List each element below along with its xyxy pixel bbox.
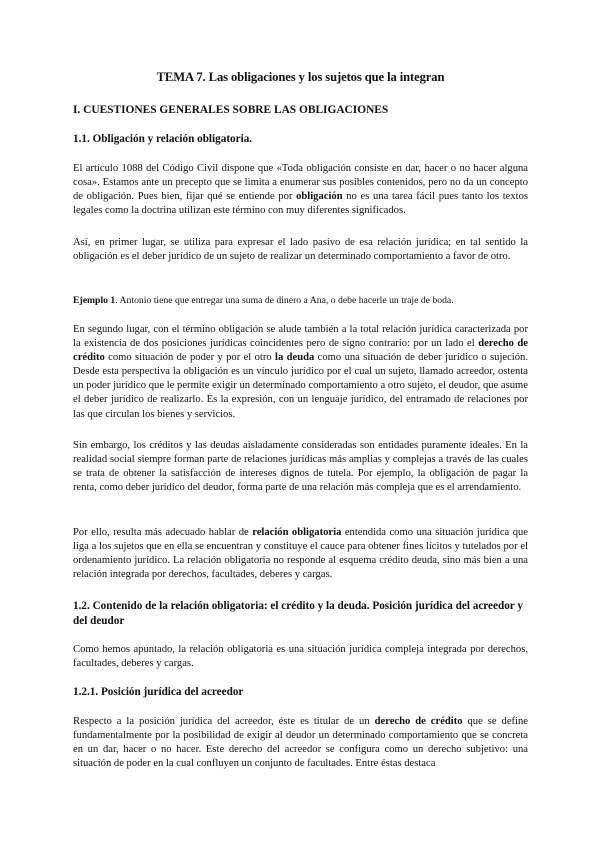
subsection-heading-1-2: 1.2. Contenido de la relación obligatoria: el crédito y la deuda. Posición jurídica del acreedor y del deudor [73,600,523,627]
section-heading-1: I. CUESTIONES GENERALES SOBRE LAS OBLIGACIONES [73,104,389,116]
paragraph-2: Así, en primer lugar, se utiliza para expresar el lado pasivo de esa relación jurídica; en tal sentido la obligación es el deber jurídico de un sujeto de realizar un determinado comportamiento a favor de otro. [73,237,528,263]
paragraph-5: Por ello, resulta más adecuado hablar de relación obligatoria entendida como una situación jurídica que liga a los sujetos que en ella se encuentran y constituye el cauce para obtener fines lícitos y tutelados por el ordenamiento jurídico. La relación obligatoria no responde al esquema crédito deuda, sino más bien a una relación integrada por derechos, facultades, deberes y cargas. [73,527,528,581]
subsection-heading-1-2-1: 1.2.1. Posición jurídica del acreedor [73,686,244,698]
paragraph-3: En segundo lugar, con el término obligación se alude también a la total relación jurídica caracterizada por la existencia de dos posiciones jurídicas coincidentes pero de signo contrario: por un lado el derecho de crédito como situación de poder y por el otro la deuda como una situación de deber jurídico o sujeción. Desde esta perspectiva la obligación es un vínculo jurídico por el cual un sujeto, llamado acreedor, ostenta un poder jurídico que le permite exigir un determinado comportamiento a otro sujeto, el deudor, que asume el deber jurídico de realizarlo. Es la expresión, con un lenguaje jurídico, del entramado de relaciones por las que circulan los bienes y servicios. [73,324,528,420]
subsection-heading-1-1: 1.1. Obligación y relación obligatoria. [73,133,253,145]
paragraph-7: Respecto a la posición jurídica del acreedor, éste es titular de un derecho de crédito que se define fundamentalmente por la posibilidad de exigir al deudor un determinado comportamiento que se concreta en un dar, hacer o no hacer. Este derecho del acreedor se configura como un derecho subjetivo: una situación de poder en la cual confluyen un conjunto de facultades. Entre éstas destaca [73,716,528,770]
paragraph-4: Sin embargo, los créditos y las deudas aisladamente consideradas son entidades puramente ideales. En la realidad social siempre forman parte de relaciones jurídicas más amplias y complejas a través de las cuales se trata de obtener la satisfacción de intereses dignos de tutela. Por ejemplo, la obligación de pagar la renta, como deber jurídico del deudor, forma parte de una relación más compleja que es el arrendamiento. [73,440,528,494]
example-1: Ejemplo 1. Antonio tiene que entregar una suma de dinero a Ana, o debe hacerle un traje de boda. [73,295,454,306]
paragraph-6: Como hemos apuntado, la relación obligatoria es una situación jurídica compleja integrada por derechos, facultades, deberes y cargas. [73,644,528,670]
paragraph-1: El artículo 1088 del Código Civil dispone que «Toda obligación consiste en dar, hacer o no hacer alguna cosa». Estamos ante un precepto que se limita a enumerar sus posibles contenidos, pero no da un concepto de obligación. Pues bien, fijar qué se entiende por obligación no es una tarea fácil pues tanto los textos legales como la doctrina utilizan este término con muy diferentes significados. [73,163,529,217]
document-title: TEMA 7. Las obligaciones y los sujetos que la integran [156,70,445,84]
